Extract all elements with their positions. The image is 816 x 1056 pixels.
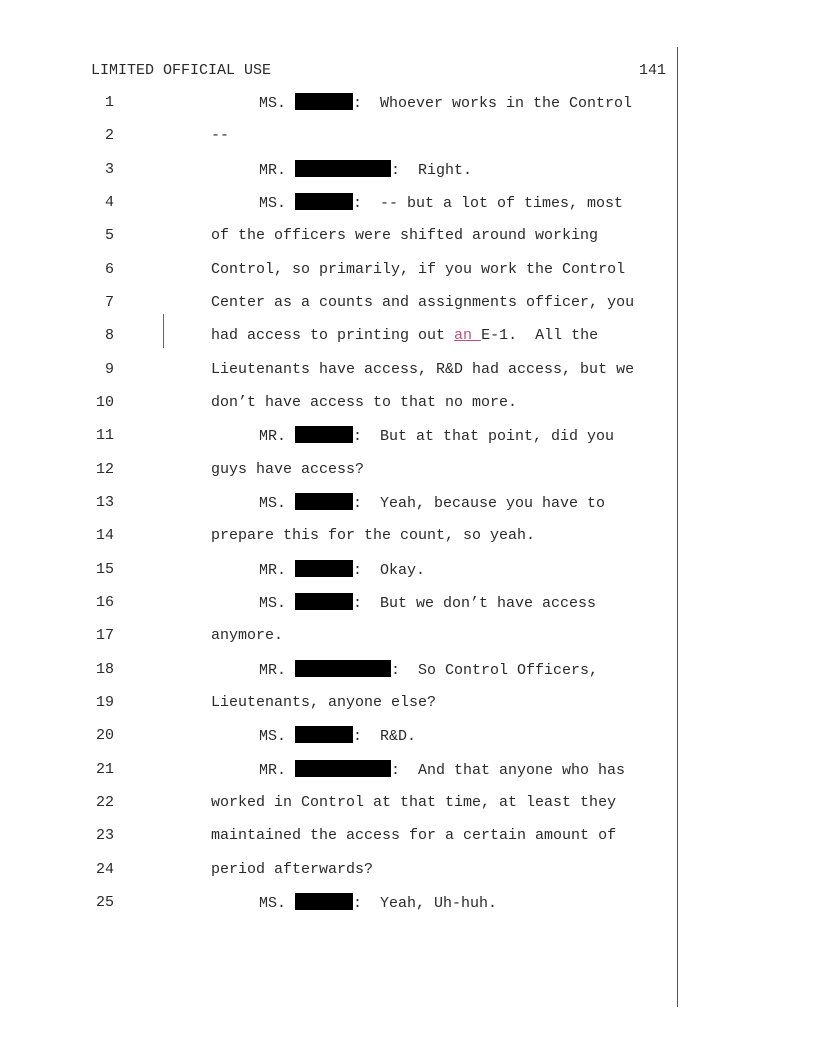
- tracked-change-insertion: an: [454, 327, 482, 344]
- speaker-turn: [259, 893, 497, 914]
- line-number: 22: [95, 794, 114, 811]
- speaker-turn: [259, 93, 632, 114]
- speaker-prefix: MS.: [259, 728, 296, 745]
- line-number: 25: [95, 894, 114, 911]
- line-number: 4: [104, 194, 114, 211]
- transcript-line: [0, 760, 816, 780]
- line-number: 19: [95, 694, 114, 711]
- line-number: 9: [104, 361, 114, 378]
- continuation-text: Control, so primarily, if you work the Control: [211, 261, 626, 278]
- continuation-text: Lieutenants, anyone else?: [211, 694, 437, 711]
- redaction-box: [295, 426, 353, 443]
- speaker-turn: [259, 193, 623, 214]
- utterance-text: : Whoever works in the Control: [353, 95, 633, 112]
- transcript-line: [0, 460, 816, 480]
- utterance-text: : -- but a lot of times, most: [353, 195, 624, 212]
- line-number: 20: [95, 727, 114, 744]
- line-number: 23: [95, 827, 114, 844]
- line-number: 17: [95, 627, 114, 644]
- speaker-prefix: MR.: [259, 662, 296, 679]
- continuation-text: of the officers were shifted around working: [211, 227, 599, 244]
- redaction-box: [295, 160, 391, 177]
- line-number: 1: [104, 94, 114, 111]
- transcript-line: [0, 526, 816, 546]
- transcript-line: [0, 426, 816, 446]
- continuation-text: don’t have access to that no more.: [211, 394, 518, 411]
- utterance-text: : Yeah, Uh-huh.: [353, 895, 498, 912]
- line-number: 6: [104, 261, 114, 278]
- continuation-text: --: [211, 127, 230, 144]
- speaker-turn: [259, 493, 605, 514]
- line-number: 3: [104, 161, 114, 178]
- transcript-line: [0, 560, 816, 580]
- transcript-line: [0, 626, 816, 646]
- speaker-prefix: MR.: [259, 162, 296, 179]
- speaker-prefix: MR.: [259, 762, 296, 779]
- redaction-box: [295, 593, 353, 610]
- line-number: 10: [95, 394, 114, 411]
- redaction-box: [295, 560, 353, 577]
- speaker-turn: [259, 593, 596, 614]
- continuation-text: period afterwards?: [211, 861, 374, 878]
- redaction-box: [295, 193, 353, 210]
- line-number: 7: [104, 294, 114, 311]
- transcript-line: [0, 726, 816, 746]
- transcript-line: [0, 293, 816, 313]
- transcript-line: [0, 393, 816, 413]
- speaker-turn: [259, 160, 472, 181]
- transcript-line: [0, 693, 816, 713]
- transcript-line: [0, 826, 816, 846]
- speaker-prefix: MR.: [259, 562, 296, 579]
- speaker-turn: [259, 660, 598, 681]
- redaction-box: [295, 760, 391, 777]
- redaction-box: [295, 493, 353, 510]
- transcript-line: [0, 793, 816, 813]
- redaction-box: [295, 93, 353, 110]
- transcript-line: [0, 326, 816, 346]
- transcript-line: [0, 360, 816, 380]
- continuation-text: worked in Control at that time, at least they: [211, 794, 617, 811]
- line-number: 15: [95, 561, 114, 578]
- speaker-prefix: MS.: [259, 895, 296, 912]
- speaker-prefix: MS.: [259, 95, 296, 112]
- speaker-turn: [259, 560, 425, 581]
- redaction-box: [295, 726, 353, 743]
- transcript-line: [0, 93, 816, 113]
- transcript-line: [0, 860, 816, 880]
- utterance-text: : But we don’t have access: [353, 595, 597, 612]
- transcript-line: [0, 160, 816, 180]
- line-number: 8: [104, 327, 114, 344]
- speaker-prefix: MS.: [259, 495, 296, 512]
- speaker-turn: [259, 726, 416, 747]
- text-before-edit: had access to printing out: [211, 327, 455, 344]
- line-number: 11: [95, 427, 114, 444]
- continuation-text: prepare this for the count, so yeah.: [211, 527, 536, 544]
- speaker-prefix: MS.: [259, 195, 296, 212]
- utterance-text: : So Control Officers,: [391, 662, 599, 679]
- line-number: 13: [95, 494, 114, 511]
- continuation-text: [211, 326, 598, 346]
- utterance-text: : Right.: [391, 162, 473, 179]
- line-number: 16: [95, 594, 114, 611]
- line-number: 5: [104, 227, 114, 244]
- transcript-line: [0, 493, 816, 513]
- transcript-line: [0, 226, 816, 246]
- speaker-turn: [259, 760, 625, 781]
- transcript-line: [0, 593, 816, 613]
- speaker-turn: [259, 426, 614, 447]
- text-after-edit: E-1. All the: [481, 327, 599, 344]
- line-number: 18: [95, 661, 114, 678]
- line-number: 14: [95, 527, 114, 544]
- continuation-text: maintained the access for a certain amount of: [211, 827, 617, 844]
- classification-header: LIMITED OFFICIAL USE: [91, 62, 272, 79]
- utterance-text: : And that anyone who has: [391, 762, 626, 779]
- utterance-text: : R&D.: [353, 728, 417, 745]
- speaker-prefix: MS.: [259, 595, 296, 612]
- continuation-text: Center as a counts and assignments officer, you: [211, 294, 635, 311]
- line-number: 21: [95, 761, 114, 778]
- continuation-text: guys have access?: [211, 461, 365, 478]
- line-number: 24: [95, 861, 114, 878]
- utterance-text: : Okay.: [353, 562, 426, 579]
- transcript-line: [0, 193, 816, 213]
- redaction-box: [295, 660, 391, 677]
- continuation-text: anymore.: [211, 627, 284, 644]
- page-number: 141: [638, 62, 666, 79]
- utterance-text: : Yeah, because you have to: [353, 495, 606, 512]
- transcript-line: [0, 660, 816, 680]
- transcript-line: [0, 260, 816, 280]
- line-number: 12: [95, 461, 114, 478]
- redaction-box: [295, 893, 353, 910]
- utterance-text: : But at that point, did you: [353, 428, 615, 445]
- speaker-prefix: MR.: [259, 428, 296, 445]
- transcript-line: [0, 126, 816, 146]
- line-number: 2: [104, 127, 114, 144]
- transcript-line: [0, 893, 816, 913]
- continuation-text: Lieutenants have access, R&D had access, but we: [211, 361, 635, 378]
